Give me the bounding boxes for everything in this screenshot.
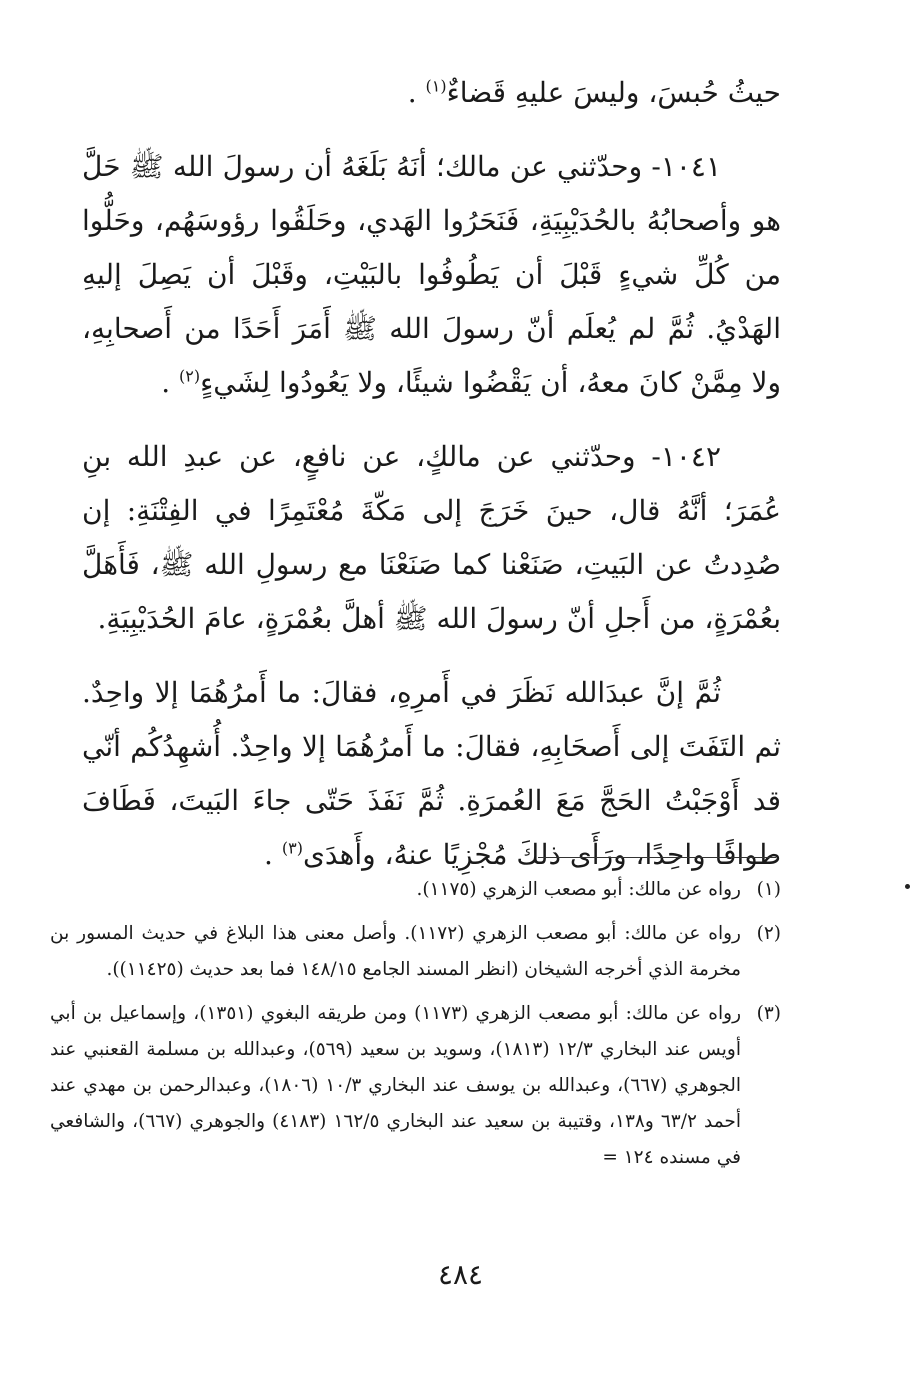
- footnote-text: رواه عن مالك: أبو مصعب الزهري (١١٧٥).: [416, 879, 741, 900]
- footnote-3: [50, 996, 781, 1176]
- paragraph-tail: .: [264, 838, 282, 871]
- paragraph-tail: .: [161, 366, 180, 399]
- footnote-2: [50, 916, 781, 988]
- page-number: ٤٨٤: [437, 1258, 484, 1291]
- footnote-text: رواه عن مالك: أبو مصعب الزهري (١١٧٢). وأصل معنى هذا البلاغ في حديث المسور بن مخرمة الذي أخرجه الشيخان (انظر المسند الجامع ١٤٨/١٥ فما بعد حديث (١١٤٢٥)).: [50, 923, 741, 980]
- paragraph-continuation: [82, 66, 781, 120]
- paragraph-tail: .: [407, 76, 426, 109]
- paragraph-hadith-1042-continued: [82, 666, 781, 882]
- paragraph-text: ١٠٤١- وحدّثني عن مالك؛ أنَهُ بَلَغَهُ أن رسولَ الله ﷺ حَلَّ هو وأصحابُهُ بالحُدَيْبِيَةِ، فَنَحَرُوا الهَدي، وحَلَقُوا رؤوسَهُم، وحَلُّوا من كُلِّ شيءٍ قَبْلَ أن يَطُوفُوا بالبَيْتِ، وقَبْلَ أن يَصِلَ إليهِ الهَدْيُ. ثُمَّ لم يُعلَم أنّ رسولَ الله ﷺ أَمَرَ أَحَدًا من أَصحابِهِ، ولا مِمَّنْ كانَ معهُ، أن يَقْضُوا شيئًا، ولا يَعُودُوا لِشَيءٍ: [82, 150, 781, 399]
- footnote-number: (٢): [756, 923, 781, 944]
- paragraph-text: حيثُ حُبسَ، وليسَ عليهِ قَضاءٌ: [446, 76, 781, 109]
- footnote-text: رواه عن مالك: أبو مصعب الزهري (١١٧٣) ومن طريقه البغوي (١٣٥١)، وإسماعيل بن أبي أويس عند البخاري ١٢/٣ (١٨١٣)، وسويد بن سعيد (٥٦٩)، وعبدالله بن مسلمة القعنبي عند الجوهري (٦٦٧)، وعبدالله بن يوسف عند البخاري ١٠/٣ (١٨٠٦)، وعبدالرحمن بن مهدي عند أحمد ٦٣/٢ و١٣٨، وقتيبة بن سعيد عند البخاري ١٦٢/٥ (٤١٨٣) والجوهري (٦٦٧)، والشافعي في مسنده ١٢٤ =: [50, 1003, 742, 1168]
- footnote-number: (٣): [756, 1003, 781, 1024]
- footnote-marker: (٢): [179, 366, 201, 386]
- footnotes: [50, 872, 781, 1184]
- paragraph-text: ثُمَّ إنَّ عبدَالله نَظَرَ في أَمرِهِ، فقالَ: ما أَمرُهُمَا إلا واحِدٌ. ثم التَفَتَ إلى أَصحَابِهِ، فقالَ: ما أَمرُهُمَا إلا واحِدٌ. أُشهِدُكُم أنّي قد أَوْجَبْتُ الحَجَّ مَعَ العُمرَةِ. ثُمَّ نَفَذَ حَتّى جاءَ البَيتَ، فَطَافَ طوافًا واحِدًا، ورَأَى ذلكَ مُجْزِيًا عنهُ، وأَهدَى: [82, 676, 781, 871]
- paragraph-text: ١٠٤٢- وحدّثني عن مالكٍ، عن نافعٍ، عن عبدِ الله بنِ عُمَرَ؛ أنَّهُ قال، حينَ خَرَجَ إلى مَكّةَ مُعْتَمِرًا في الفِتْنَةِ: إن صُدِدتُ عن البَيتِ، صَنَعْنا كما صَنَعْنَا مع رسولِ الله ﷺ، فَأَهَلَّ بعُمْرَةٍ، من أَجلِ أنّ رسولَ الله ﷺ أهلَّ بعُمْرَةٍ، عامَ الحُدَيْبِيَةِ.: [82, 440, 781, 635]
- main-text-body: [82, 66, 781, 902]
- margin-mark: [905, 884, 910, 889]
- footnote-divider: [538, 857, 776, 858]
- footnote-marker: (١): [425, 76, 447, 96]
- paragraph-hadith-1041: [82, 140, 781, 410]
- footnote-1: [50, 872, 781, 908]
- footnote-number: (١): [756, 879, 781, 900]
- paragraph-hadith-1042: [82, 430, 781, 646]
- footnote-marker: (٣): [281, 838, 303, 858]
